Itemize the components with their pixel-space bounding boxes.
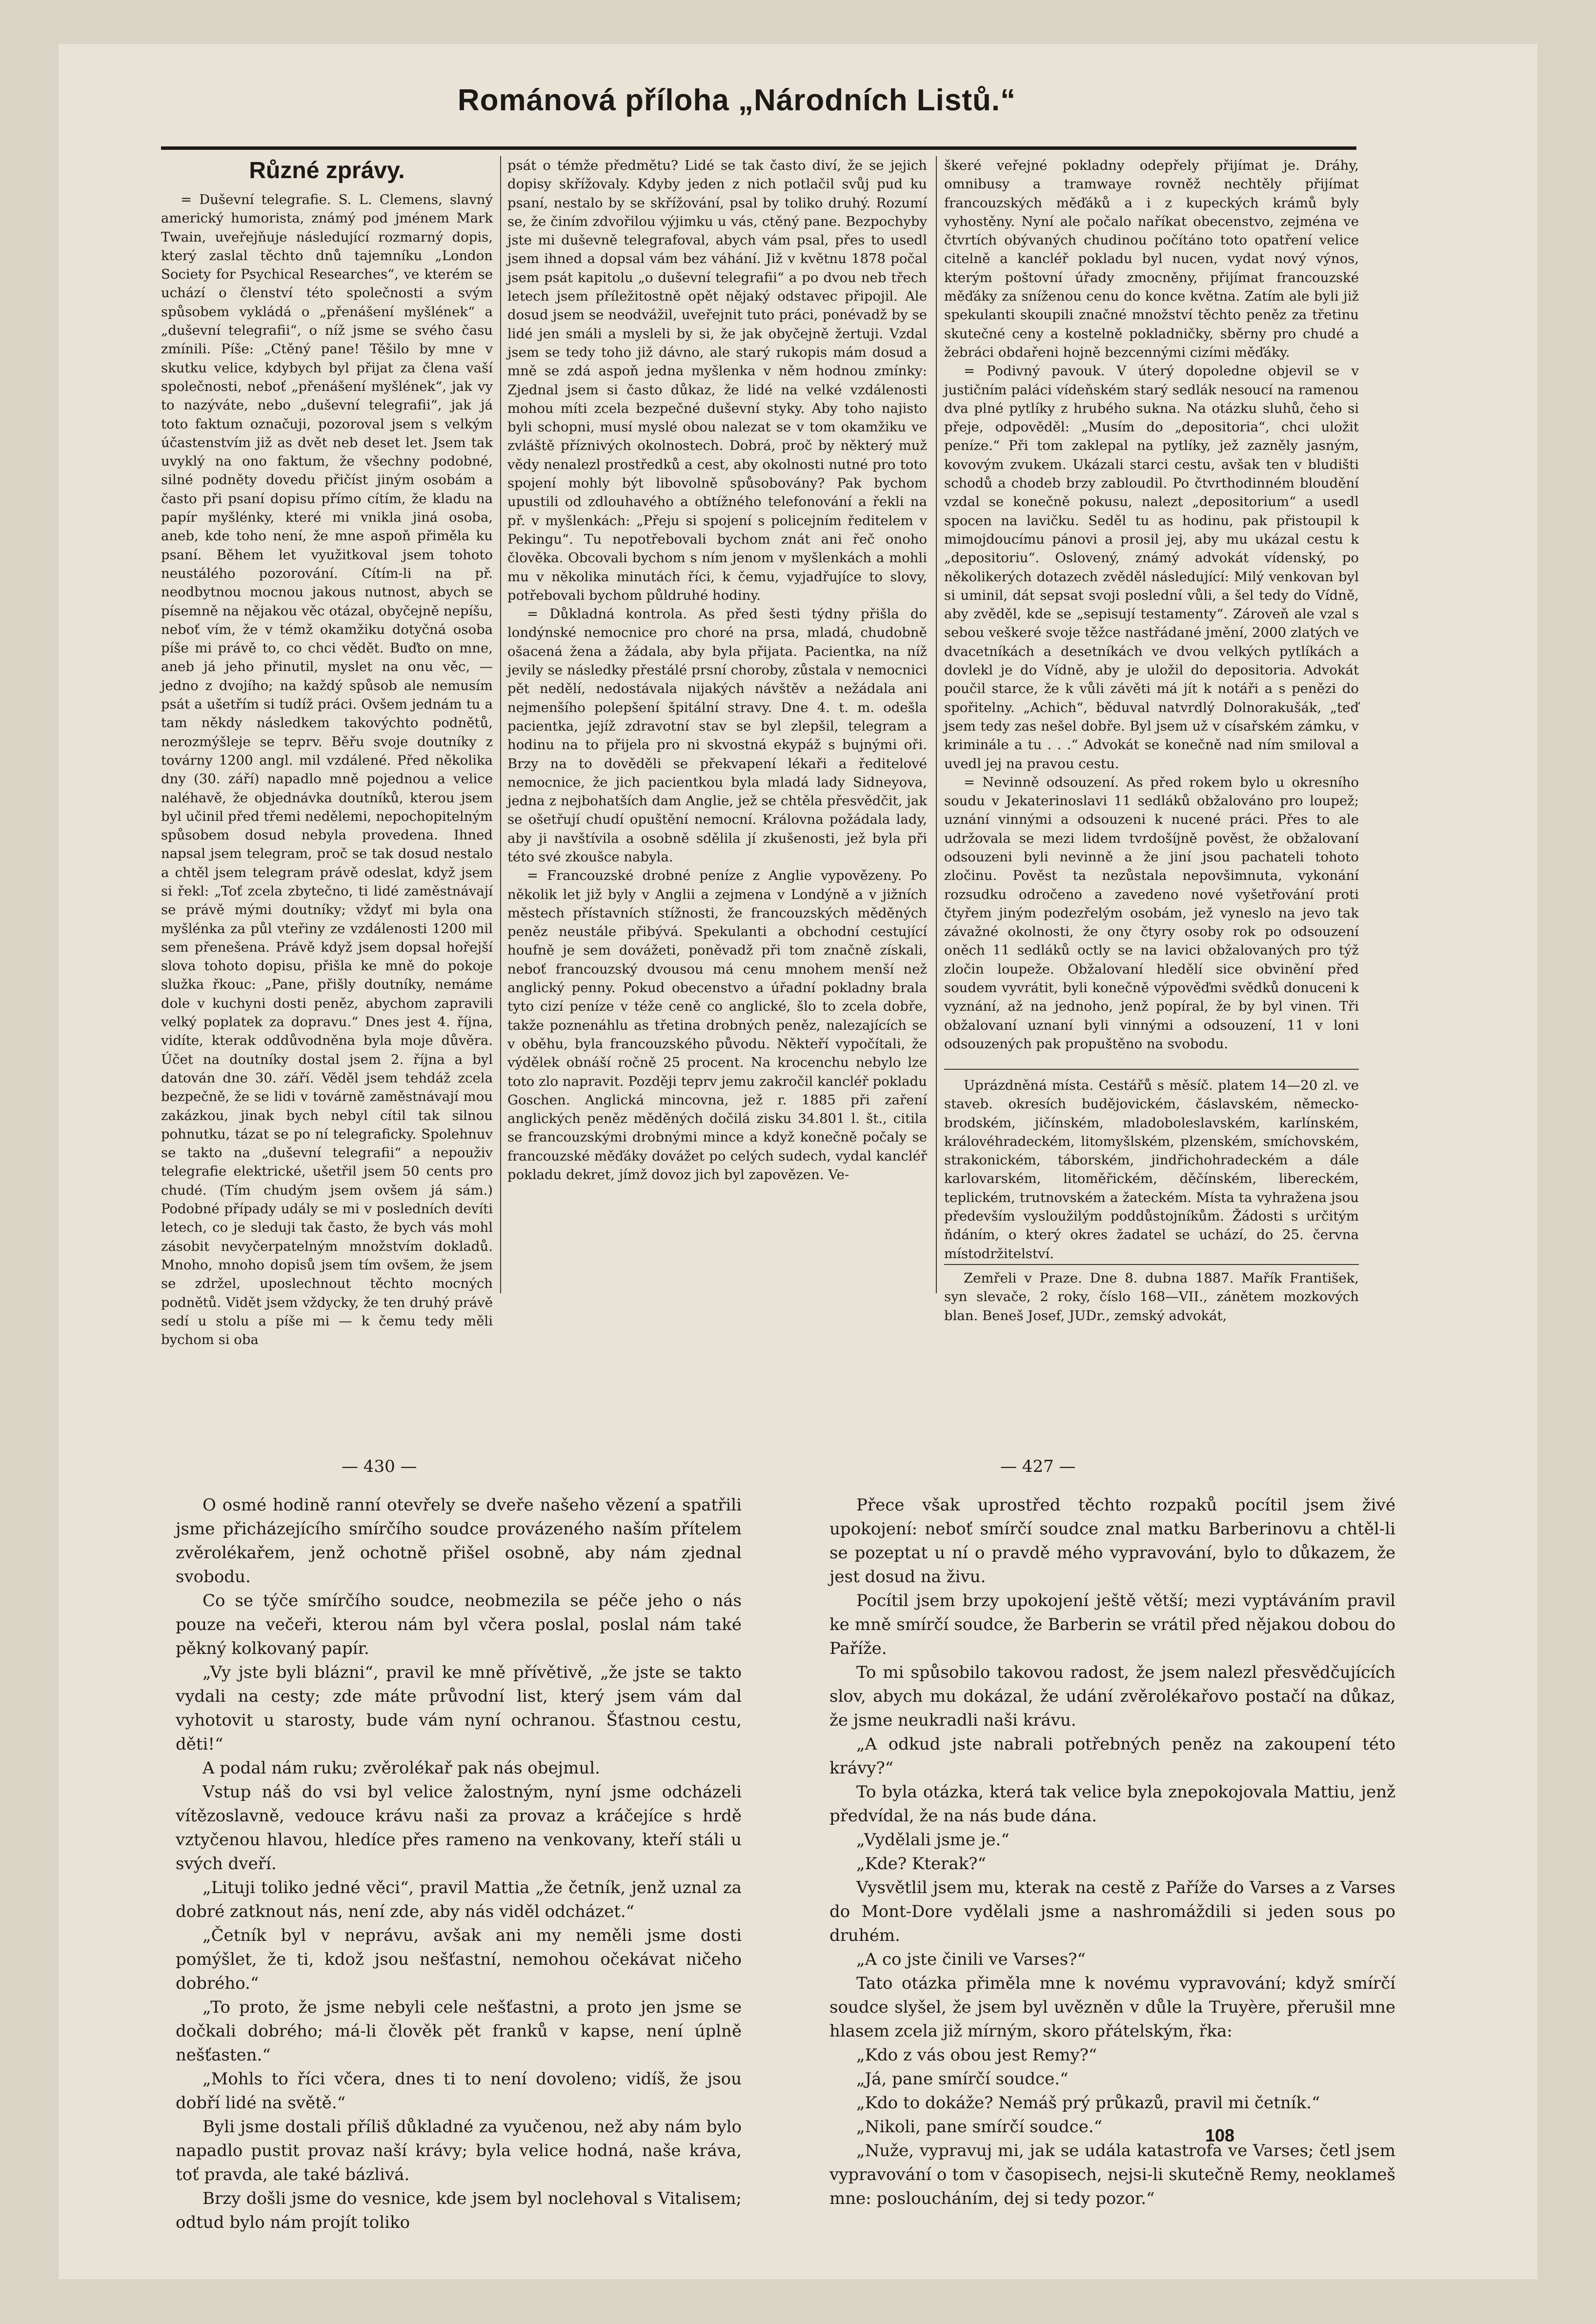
section-title: Různé zprávy. [249,158,405,183]
novel-paragraph: „Vy jste byli blázni“, pravil ke mně přívětivě, „že jste se takto vydali na cesty; zde máte průvodní list, který jsem vám dal vyhotovit u starosty, bude vám nyní ochranou. Šťastnou cestu, děti!“ [176,1663,742,1754]
novel-paragraph: Pocítil jsem brzy upokojení ještě větší; mezi vyptáváním pravil ke mně smírčí soudce, že Barberin se vrátil před nějakou dobou do Paříže. [829,1591,1395,1658]
novel-page-right [829,1493,1395,2211]
novel-paragraph: „Četník byl v neprávu, avšak ani my neměli jsme dosti pomýšlet, že ti, kdož jsou nešťastní, nemohou očekávat ničeho dobrého.“ [176,1926,742,1993]
notice-text: Uprázdněná místa. Cestářů s měsíč. platem 14—20 zl. ve staveb. okresích budějovickém, čáslavském, německo-brodském, jičínském, mladoboleslavském, karlínském, královéhradeckém, litomyšlském, plzenském, smíchovském, strakonickém, táborském, jindřichohradeckém a dále karlovarském, litoměřickém, děčínském, libereckém, teplickém, trutnovském a žateckém. Místa ta vyhražena jsou především vysloužilým poddůstojníkům. Žádosti s určitým ňdáním, o který okres žadatel se uchází, do 25. června místodržitelství. [944,1078,1359,1262]
article-paragraph: = Nevinně odsouzení. As před rokem bylo u okresního soudu v Jekaterinoslavi 11 sedláků obžalováno pro loupež; uznání vinnými a odsouzeni k nucené práci. Přes to ale udržovala se mezi lidem tvrdošíjně pověst, že obžalovaní odsouzeni byli nevinně a že jiní jsou pachateli tohoto zločinu. Pověst ta nezůstala nepovšimnuta, vykonání rozsudku odročeno a zavedeno nové vyšetřování proti čtyřem jiným podezřelým osobám, jež vyneslo na jevo tak závažné okolnosti, že ony čtyry osoby rok po odsouzení oněch 11 sedláků octly se na lavici obžalovaných pro týž zločin loupeže. Obžalovaní hledělí sice obvinění před soudem vyvrátit, byli konečně výpověďmi svědků donuceni k vyznání, až na jednoho, jenž popíral, že by byl vinen. Tři obžalovaní uznaní byli vinnými a odsouzení, 11 v loni odsouzených pak propuštěno na svobodu. [944,774,1359,1052]
novel-paragraph: Vstup náš do vsi byl velice žalostným, nyní jsme odcházeli vítězoslavně, vedouce krávu naši za provaz a kráčejíce s hrdě vztyčenou hlavou, hledíce přes rameno na venkovany, kteří stáli u svých dveří. [176,1782,742,1874]
column-1 [161,156,493,1348]
novel-paragraph: „To proto, že jsme nebyli cele nešťastni, a proto jen jsme se dočkali dobrého; má-li člověk pět franků v kapse, není úplně nešťasten.“ [176,1998,742,2065]
page-number-right: — 427 — [1000,1457,1076,1476]
deaths-text: Zemřeli v Praze. Dne 8. dubna 1887. Mařík František, syn slevače, 2 roky, číslo 168—VII., zánětem mozkových blan. Beneš Josef, JUDr., zemský advokát, [944,1270,1359,1324]
column-2 [507,156,927,1293]
novel-paragraph: „Kdo z vás obou jest Remy?“ [856,2045,1097,2065]
novel-paragraph: Tato otázka přiměla mne k novému vypravování; když smírčí soudce slyšel, že jsem byl uvězněn v důle la Truyère, přerušil mne hlasem zcela již mírným, skoro přátelským, řka: [829,1974,1395,2041]
deaths-notice [944,1269,1359,1323]
article-paragraph: = Důkladná kontrola. As před šesti týdny přišla do londýnské nemocnice pro choré na prsa, mladá, chudobně ošacená žena a žádala, aby byla přijata. Pacientka, na níž jevily se následky přestálé prsní choroby, zůstala v nemocnici pět nedělí, nedostávala nijakých návštěv a nežádala ani nejmenšího polepšení špitální stravy. Dne 4. t. m. odešla pacientka, jejíž zdravotní stav se byl zlepšil, telegram a hodinu na to přijela pro ni skvostná ekypáž s bujnými oři. Brzy na to dověděli se překvapení lékaři a ředitelové nemocnice, že jich pacientkou byla mladá lady Sidneyova, jedna z nejbohatších dam Anglie, jež se chtěla přesvědčit, jak se ošetřují chudí opuštění nemocní. Královna požádala lady, aby ji navštívila a osobně sdělila jí zkušenosti, jež byla při této své zkoušce nabyla. [507,606,927,865]
page-number-left: — 430 — [342,1457,417,1476]
novel-paragraph: „Lituji toliko jedné věci“, pravil Mattia „že četník, jenž uznal za dobré zatknout nás, není zde, aby nás viděl odcházet.“ [176,1878,742,1921]
novel-paragraph: „Nikoli, pane smírčí soudce.“ [856,2117,1103,2137]
article-paragraph: = Francouzské drobné peníze z Anglie vypovězeny. Po několik let již byly v Anglii a zejmena v Londýně a v jižních městech přístavních stížnosti, že francouzských měděných peněz neustále přibývá. Spekulanti a obchodní cestující houfně je sem dovážeti, poněvadž při tom značně získali, neboť francouzský dvousou má cenu mnohem menší než anglický penny. Pokud obecenstvo a úřadní pokladny brala tyto cizí peníze v téže ceně co anglické, šlo to zcela dobře, takže poznenáhlu as třetina drobných peněz, nalezajících se v oběhu, byla francouzského původu. Někteří vypočítali, že výdělek obnáší ročně 25 procent. Na krocenchu nebylo lze toto zlo napravit. Později teprv jemu zakročil kancléř pokladu Goschen. Anglická mincovna, jež r. 1885 při zaření anglických peněz měděných dočilá zisku 34.801 l. št., citila se francouzskými drobnými mince a když konečně počaly se francouzské měďáky dovážet po celých sudech, vydal kancléř pokladu dekret, jímž dovoz jich byl zapovězen. Ve- [507,868,927,1183]
header-rule [161,146,1356,150]
article-paragraph: psát o témže předmětu? Lidé se tak často diví, že se jejich dopisy skřížovaly. Kdyby jeden z nich potlačil svůj pud ku psaní, nestalo by se skřížování, psal by toliko druhý. Rozumí se, že činím zdvořilou výjimku u vás, ctěný pane. Bezpochyby jste mi duševně telegrafoval, abych vám psal, přes to usedl jsem ihned a dopsal vám bez váhání. Již v květnu 1878 počal jsem psát kapitolu „o duševní telegrafii“ a po dvou neb třech letech jsem příležitostně opět nějaký odstavec připojil. Ale dosud jsem se neodvážil, uveřejnit tuto práci, ponévadž by se lidé jen smáli a mysleli by si, že jak obyčejně žertuji. Vzdal jsem se tedy toho již dávno, ale starý rukopis mám dosud a mně se zdá aspoň jedna myšlenka v něm hodnou zmínky: Zjednal jsem si často důkaz, že lidé na velké vzdálenosti mohou míti zcela bezpečné duševní styky. Aby toho najisto byli schopni, musí myslé obou nalezat se v tom okamžiku ve zvláště příznivých okolnostech. Dobrá, proč by některý muž vědy nenalezl prostředků a cest, aby okolnosti nutné pro toto spojení mohly být libovolně spůsobovány? Pak bychom upustili od zdlouhavého a obtížného telefonování a řekli na př. v myšlenkách: „Přeju si spojení s policejním ředitelem v Pekingu“. Tu nepotřebovali bychom znát ani řeč onoho člověka. Obcovali bychom s ním jenom v myšlenkách a mohli mu v několika minutách říci, k čemu, vyjadřujíce to slovy, potřebovali bychom půldruhé hodiny. [507,158,927,603]
article-paragraph: = Duševní telegrafie. S. L. Clemens, slavný americký humorista, známý pod jménem Mark Twain, uveřejňuje následující rozmarný dopis, který zaslal těchto dnů tajemníku „London Society for Psychical Researches“, ve kterém se uchází o členství této společnosti a svým spůsobem vykládá o „přenášení myšlének“ a „duševní telegrafii“, o níž jsme se svého času zmínili. Píše: „Ctěný pane! Těšilo by mne v skutku velice, kdybych byl přijat za člena vaší společnosti, neboť „přenášení myšlének“, jak vy to nazýváte, nebo „duševní telegrafii“, jak já toto faktum označuji, pozoroval jsem s velkým účastenstvím již as dvět neb deset let. Jsem tak uvyklý na ono faktum, že všechny podobné, silné podněty dovedu přičíst jiným osobám a často při psaní dopisu přímo cítím, že kladu na papír myšlénky, které mi vnikla jiná osoba, aneb, kde toho není, že mne aspoň přiměla ku psaní. Během let využitkoval jsem tohoto neustálého pozorování. Cítím-li na př. neodbytnou mocnou jakous nutnost, abych se písemně na nějakou věc otázal, obyčejně nepíšu, neboť vím, že v témž okamžiku dotyčná osoba píše mi právě to, co chci vědět. Buďto on mne, aneb já jeho přinutil, myslet na onu věc, — jedno z dvojího; na každý spůsob ale nemusím psát a ušetřím si tudíž práci. Ovšem jednám tu a tam někdy následkem takovýchto podnětů, nerozmýšleje se teprv. Běřu svoje doutníky z továrny 1200 angl. mil vzdálené. Před několika dny (30. září) napadlo mně pojednou a velice naléhavě, že objednávka doutníků, kterou jsem byl učinil před třemi nedělemi, nepochopitelným spůsobem dosud nebyla provedena. Ihned napsal jsem telegram, proč se tak dosud nestalo a chtěl jsem telegram právě odeslat, když jsem si řekl: „Toť zcela zbytečno, ti lidé zaměstnávají se právě mými doutníky; vždyť mi byla ona myšlénka za půl vteřiny ze vzdálenosti 1200 mil sem přenešena. Právě když jsem dopsal hořejší slova tohoto dopisu, přišla ke mně do pokoje služka řkouc: „Pane, přišly doutníky, nemáme dole v kuchyni dosti peněz, abychom zapravili velký poplatek za dopravu.“ Dnes jest 4. října, vidíte, kterak oddůvodněna byla moje důvěra. Účet na doutníky dostal jsem 2. října a byl datován dne 30. září. Věděl jsem tehdáž zcela bezpečně, že se lidi v továrně zaměstnávají mou zakázkou, jinak bych nebyl cítil tak silnou pohnutku, tázat se po ní telegraficky. Spolehnuv se takto na „duševní telegrafii“ a nepouživ telegrafie elektrické, ušetřil jsem 50 cents pro chudé. (Tím chudým jsem ovšem já sám.) Podobné případy udály se mi v posledních devíti letech, co je sleduji tak často, že bych vás mohl zásobit nevyčerpatelným množstvím dokladů. Mnoho, mnoho dopisů jsem tím ovšem, že jsem se zdržel, uposlechnout těchto mocných podnětů. Vidět jsem vždycky, že ten druhý právě sedí u stolu a píše mi — k čemu tedy měli bychom si oba [161,192,493,1348]
notice-rule [944,1069,1359,1070]
novel-paragraph: „Kde? Kterak?“ [856,1854,986,1874]
page-header: Románová příloha „Národních Listů.“ [457,83,1016,117]
novel-paragraph: „Nuže, vypravuj mi, jak se udála katastrofa ve Varses; četl jsem vypravování o tom v časopisech, nejsi-li skutečně Remy, neoklameš mne: posloucháním, dej si tedy pozor.“ [829,2141,1395,2208]
novel-paragraph: Brzy došli jsme do vesnice, kde jsem byl noclehoval s Vitalisem; odtud bylo nám projít toliko [176,2189,742,2232]
novel-paragraph: To byla otázka, která tak velice byla znepokojovala Mattiu, jenž předvídal, že na nás bude dána. [829,1782,1395,1826]
vacancy-notice [944,1076,1359,1262]
article-paragraph: = Podivný pavouk. V úterý dopoledne objevil se v justičním paláci vídeňském starý sedlák nesoucí na ramenou dva plné pytlíky z hrubého sukna. Na otázku sluhů, čeho si přeje, odpověděl: „Musím do „depositoria“, chci uložit peníze.“ Při tom zaklepal na pytlíky, jež zazněly jasným, kovovým zvukem. Ukázali starci cestu, avšak ten v bludišti schodů a chodeb brzy zabloudil. Po čtvrthodinném bloudění vzdal se konečně pokusu, nalezt „depositorium“ a usedl spocen na lavičku. Seděl tu as hodinu, pak přistoupil k mimojdoucímu pánovi a prosil jej, aby mu ukázal cestu k „depositoriu“. Oslovený, známý advokát vídenský, po několikerých dotazech zvěděl následující: Milý venkovan byl si uminil, dát sepsat svoji poslední vůli, a šel tedy do Vídně, aby zvěděl, kde se „sepisují testamenty“. Zároveň ale vzal s sebou veškeré svoje těžce nastřádané jmění, 2000 zlatých ve dvacetníkách a desetníkách ve dvou velkých pytlíkách a dovlekl je do Vídně, aby je uložil do depositoria. Advokát poučil starce, že k vůli závěti má jít k notáři a s penězi do spořitelny. „Achich“, běduval natvrdlý Dolnorakušák, „teď jsem tedy zas nešel dobře. Byl jsem už v císařském zámku, v kriminále a tu . . .“ Advokát se konečně nad ním smiloval a uvedl jej na pravou cestu. [944,363,1359,772]
novel-paragraph: „A odkud jste nabrali potřebných peněz na zakoupení této krávy?“ [829,1734,1395,1778]
column-divider [500,156,501,1293]
novel-paragraph: Vysvětlil jsem mu, kterak na cestě z Paříže do Varses a z Varses do Mont-Dore vydělali jsme a nashromáždili si jeden sous po druhém. [829,1878,1395,1945]
folio-number: 108 [1205,2125,1235,2145]
notice-rule [944,1264,1359,1265]
novel-paragraph: To mi spůsobilo takovou radost, že jsem nalezl přesvědčujících slov, abych mu dokázal, že udání zvěrolékařovo postačí na důkaz, že jsme neukradli naši krávu. [829,1663,1395,1730]
novel-paragraph: „A co jste činili ve Varses?“ [856,1950,1086,1969]
novel-paragraph: O osmé hodině ranní otevřely se dveře našeho vězení a spatřili jsme přicházejícího smírčího soudce provázeného naším přítelem zvěrolékařem, jenž ochotně přišel osobně, aby nám zjednal svobodu. [176,1495,742,1587]
column-divider [936,156,937,1293]
novel-paragraph: Co se týče smírčího soudce, neobmezila se péče jeho o nás pouze na večeři, kterou nám byl včera poslal, poslal nám také pěkný kolkovaný papír. [176,1591,742,1658]
novel-paragraph: A podal nám ruku; zvěrolékař pak nás obejmul. [202,1758,600,1778]
column-3 [944,156,1359,1064]
novel-paragraph: „Kdo to dokáže? Nemáš prý průkazů, pravil mi četník.“ [856,2093,1320,2113]
novel-paragraph: Přece však uprostřed těchto rozpaků pocítil jsem živé upokojení: neboť smírčí soudce znal matku Barberinovu a chtěl-li se pozeptat u ní o pravdě mého vypravování, bylo to důkazem, že jest dosud na živu. [829,1495,1395,1587]
novel-paragraph: „Já, pane smírčí soudce.“ [856,2069,1069,2089]
article-paragraph: škeré veřejné pokladny odepřely přijímat je. Dráhy, omnibusy a tramwaye rovněž nechtěly přijímat francouzských měďáků a i z kupeckých krámů byly vyhostěny. Nyní ale počalo naříkat obecenstvo, zejména ve čtvrtích obývaných chudinou počítáno toto opatření velice citelně a kancléř pokladu byl nucen, vydat nový výnos, kterým poštovní úřady zmocněny, přijímat francouzské měďáky za sníženou cenu do konce května. Zatím ale byli již spekulanti skoupili značné množství těchto peněz za třetinu skutečné ceny a kostelně pokladničky, sběrny pro chudé a žebráci obdařeni hojně bezcennými cizími měďáky. [944,158,1359,360]
novel-paragraph: „Vydělali jsme je.“ [856,1830,1010,1850]
novel-page-left [176,1493,742,2235]
novel-paragraph: Byli jsme dostali příliš důkladné za vyučenou, než aby nám bylo napadlo pustit provaz naší krávy; byla velice hodná, naše kráva, toť pravda, ale také bázlivá. [176,2117,742,2184]
novel-paragraph: „Mohls to říci včera, dnes ti to není dovoleno; vidíš, že jsou dobří lidé na světě.“ [176,2069,742,2113]
